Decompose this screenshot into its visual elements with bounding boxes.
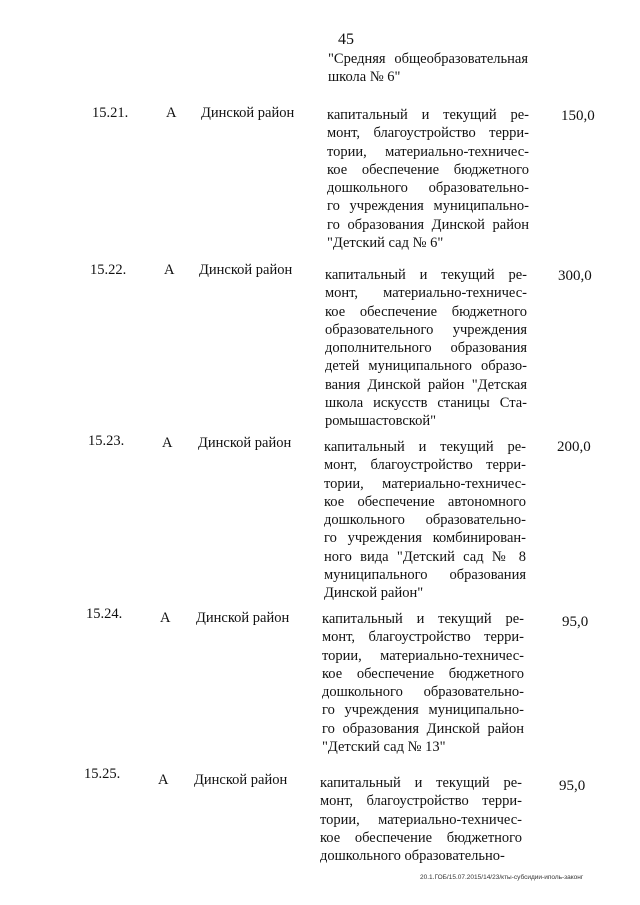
- row-district: Динской район: [201, 105, 295, 121]
- description-line: дошкольного образовательно-: [322, 684, 524, 701]
- description-line: ромышастовской": [325, 413, 437, 430]
- description-line: вания Динской район "Детская: [325, 376, 527, 393]
- description-line: кое обеспечение бюджетного: [320, 829, 522, 846]
- description-line: монт, материально-техничес-: [325, 285, 527, 302]
- description-line: муниципального образования: [324, 567, 526, 584]
- description-line: го образования Динской район: [322, 720, 524, 737]
- description-line: "Детский сад № 13": [322, 739, 446, 756]
- row-district: Динской район: [196, 610, 290, 626]
- description-line: Динской район": [324, 585, 424, 602]
- continued-description: "Средняя общеобразовательная школа № 6": [328, 51, 528, 85]
- row-letter: А: [162, 435, 173, 451]
- row-number: 15.21.: [92, 105, 129, 121]
- row-letter: А: [160, 610, 171, 626]
- row-amount: 95,0: [559, 778, 586, 794]
- description-line: капитальный и текущий ре-: [324, 439, 526, 455]
- footer-file-path: 20.1.ГОБ/15.07.2015/14/23/кты-субсидии-иполь-законг: [420, 874, 584, 881]
- description-line: тории, материально-техничес-: [324, 475, 526, 492]
- description-line: дошкольного образовательно-: [327, 180, 529, 197]
- description-line: капитальный и текущий ре-: [327, 107, 529, 123]
- description-line: детей муниципального образо-: [325, 358, 527, 375]
- description-line: дошкольного образовательно-: [320, 848, 505, 865]
- description-line: дополнительного образования: [325, 340, 527, 357]
- row-letter: А: [166, 105, 177, 121]
- description-line: монт, благоустройство терри-: [327, 125, 529, 142]
- row-description: [325, 266, 527, 431]
- row-description: [324, 438, 526, 603]
- page-number: 45: [338, 31, 354, 48]
- description-line: кое обеспечение бюджетного: [327, 161, 529, 178]
- row-description: [327, 106, 529, 252]
- description-line: образовательного учреждения: [325, 321, 527, 338]
- row-amount: 200,0: [557, 439, 591, 455]
- description-line: кое обеспечение бюджетного: [322, 665, 524, 682]
- description-line: кое обеспечение автономного: [324, 493, 526, 510]
- description-line: капитальный и текущий ре-: [325, 267, 527, 283]
- description-line: го учреждения комбинирован-: [324, 530, 526, 547]
- description-line: монт, благоустройство терри-: [320, 793, 522, 810]
- row-description: [322, 610, 524, 756]
- description-line: тории, материально-техничес-: [320, 811, 522, 828]
- description-line: капитальный и текущий ре-: [322, 611, 524, 627]
- row-amount: 300,0: [558, 268, 592, 284]
- row-description: [320, 774, 522, 865]
- description-line: капитальный и текущий ре-: [320, 775, 522, 791]
- description-line: тории, материально-техничес-: [327, 143, 529, 160]
- row-amount: 95,0: [562, 614, 589, 630]
- row-district: Динской район: [199, 262, 293, 278]
- row-district: Динской район: [194, 772, 288, 788]
- row-district: Динской район: [198, 435, 292, 451]
- description-line: "Детский сад № 6": [327, 235, 444, 252]
- row-number: 15.22.: [90, 262, 127, 278]
- description-line: кое обеспечение бюджетного: [325, 303, 527, 320]
- row-number: 15.24.: [86, 606, 123, 622]
- row-amount: 150,0: [561, 108, 595, 124]
- description-line: го учреждения муниципально-: [327, 198, 529, 215]
- description-line: монт, благоустройство терри-: [322, 629, 524, 646]
- description-line: тории, материально-техничес-: [322, 647, 524, 664]
- description-line: ного вида "Детский сад № 8: [324, 548, 526, 565]
- description-line: го учреждения муниципально-: [322, 702, 524, 719]
- description-line: го образования Динской район: [327, 216, 529, 233]
- description-line: дошкольного образовательно-: [324, 512, 526, 529]
- row-number: 15.23.: [88, 433, 125, 449]
- row-letter: А: [158, 772, 169, 788]
- row-number: 15.25.: [84, 766, 121, 782]
- row-letter: А: [164, 262, 175, 278]
- description-line: школа искусств станицы Ста-: [325, 395, 527, 412]
- description-line: монт, благоустройство терри-: [324, 457, 526, 474]
